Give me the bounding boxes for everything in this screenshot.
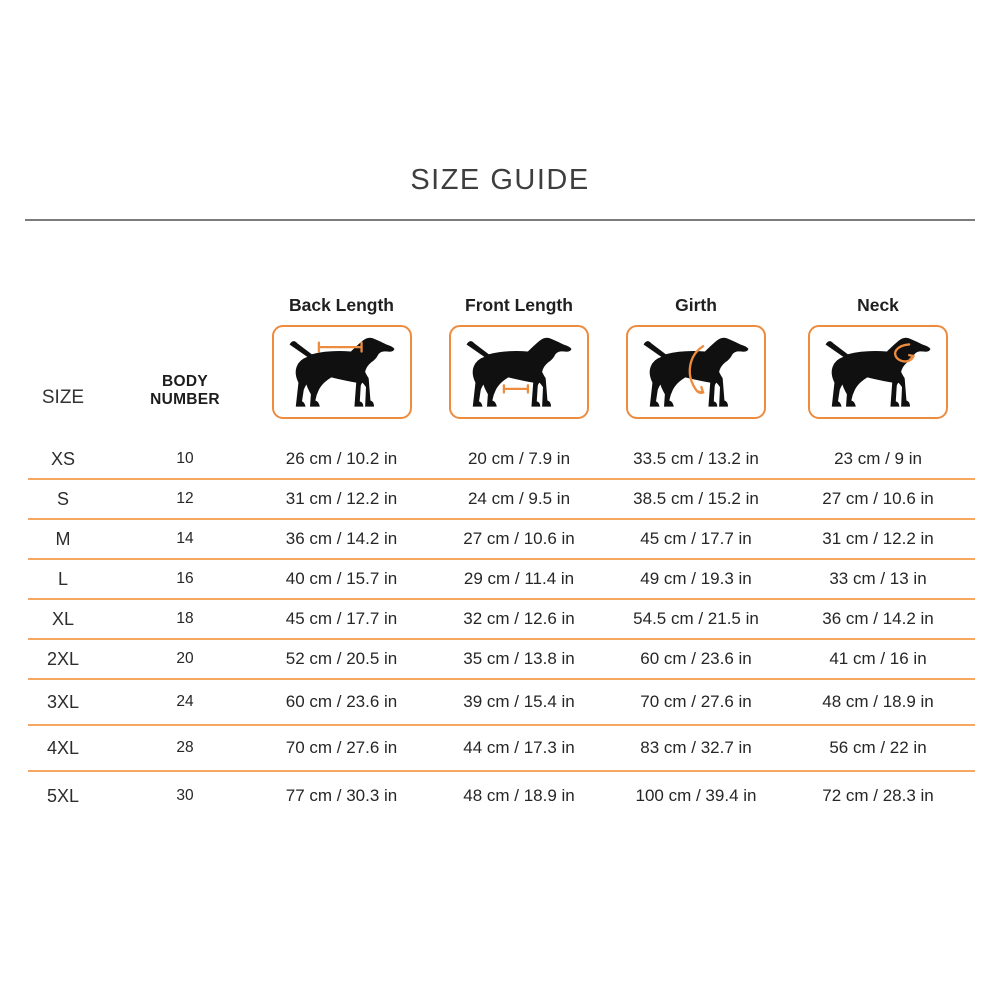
table-row bbox=[0, 639, 1000, 679]
back-length-cell: 45 cm / 17.7 in bbox=[285, 609, 398, 628]
neck-cell: 23 cm / 9 in bbox=[834, 449, 922, 468]
size-cell: 3XL bbox=[46, 691, 80, 712]
title-divider bbox=[25, 219, 975, 221]
column-header-back-length bbox=[244, 295, 439, 419]
back-length-label: Back Length bbox=[288, 295, 395, 315]
size-cell: 5XL bbox=[46, 785, 80, 806]
back-length-cell: 31 cm / 12.2 in bbox=[285, 489, 398, 508]
neck-cell: 33 cm / 13 in bbox=[829, 569, 927, 588]
size-table bbox=[0, 439, 1000, 821]
back-length-cell: 26 cm / 10.2 in bbox=[285, 449, 398, 468]
dog-girth-icon bbox=[626, 325, 766, 419]
table-row bbox=[0, 479, 1000, 519]
dog-back-length-icon bbox=[272, 325, 412, 419]
table-header bbox=[0, 295, 1000, 419]
size-cell: XS bbox=[50, 448, 75, 469]
table-row bbox=[0, 771, 1000, 821]
size-cell: 4XL bbox=[46, 737, 80, 758]
column-header-neck bbox=[793, 295, 963, 419]
neck-cell: 48 cm / 18.9 in bbox=[822, 692, 934, 711]
front-length-cell: 27 cm / 10.6 in bbox=[463, 529, 575, 548]
front-length-cell: 39 cm / 15.4 in bbox=[463, 692, 575, 711]
size-cell: L bbox=[57, 568, 68, 589]
table-row bbox=[0, 439, 1000, 479]
back-length-cell: 36 cm / 14.2 in bbox=[285, 529, 398, 548]
girth-cell: 45 cm / 17.7 in bbox=[640, 529, 752, 548]
dog-front-length-icon bbox=[449, 325, 589, 419]
front-length-cell: 35 cm / 13.8 in bbox=[463, 649, 575, 668]
size-cell: 2XL bbox=[46, 648, 80, 669]
page-title: SIZE GUIDE bbox=[410, 164, 590, 196]
body-number-column-header: BODY NUMBER bbox=[150, 373, 220, 408]
size-column-header: SIZE bbox=[41, 387, 85, 408]
neck-cell: 72 cm / 28.3 in bbox=[822, 786, 934, 805]
front-length-cell: 32 cm / 12.6 in bbox=[463, 609, 575, 628]
neck-cell: 31 cm / 12.2 in bbox=[822, 529, 934, 548]
size-cell: S bbox=[56, 488, 69, 509]
body-number-cell: 28 bbox=[176, 739, 194, 756]
table-row bbox=[0, 519, 1000, 559]
table-row bbox=[0, 599, 1000, 639]
girth-cell: 38.5 cm / 15.2 in bbox=[633, 489, 759, 508]
front-length-cell: 44 cm / 17.3 in bbox=[463, 738, 575, 757]
size-cell: M bbox=[55, 528, 71, 549]
body-number-cell: 24 bbox=[176, 693, 194, 710]
girth-cell: 100 cm / 39.4 in bbox=[635, 786, 757, 805]
body-number-cell: 14 bbox=[176, 530, 194, 547]
back-length-cell: 52 cm / 20.5 in bbox=[285, 649, 398, 668]
girth-cell: 83 cm / 32.7 in bbox=[640, 738, 752, 757]
front-length-cell: 20 cm / 7.9 in bbox=[467, 449, 571, 468]
neck-cell: 41 cm / 16 in bbox=[829, 649, 927, 668]
girth-cell: 33.5 cm / 13.2 in bbox=[633, 449, 759, 468]
body-number-cell: 16 bbox=[176, 570, 194, 587]
back-length-cell: 70 cm / 27.6 in bbox=[285, 738, 398, 757]
neck-cell: 56 cm / 22 in bbox=[829, 738, 927, 757]
neck-cell: 36 cm / 14.2 in bbox=[822, 609, 934, 628]
body-number-cell: 18 bbox=[176, 610, 194, 627]
body-number-cell: 30 bbox=[176, 787, 194, 804]
body-number-cell: 12 bbox=[176, 490, 194, 507]
column-header-girth bbox=[599, 295, 793, 419]
back-length-cell: 40 cm / 15.7 in bbox=[285, 569, 398, 588]
girth-cell: 60 cm / 23.6 in bbox=[640, 649, 752, 668]
table-row bbox=[0, 679, 1000, 725]
dog-neck-icon bbox=[808, 325, 948, 419]
back-length-cell: 60 cm / 23.6 in bbox=[285, 692, 398, 711]
neck-label: Neck bbox=[857, 295, 899, 315]
girth-label: Girth bbox=[675, 295, 717, 315]
front-length-cell: 48 cm / 18.9 in bbox=[463, 786, 575, 805]
girth-cell: 49 cm / 19.3 in bbox=[640, 569, 752, 588]
front-length-cell: 29 cm / 11.4 in bbox=[463, 569, 575, 588]
table-row bbox=[0, 559, 1000, 599]
girth-cell: 54.5 cm / 21.5 in bbox=[633, 609, 759, 628]
table-row bbox=[0, 725, 1000, 771]
body-number-cell: 10 bbox=[176, 450, 194, 467]
body-number-cell: 20 bbox=[176, 650, 194, 667]
neck-cell: 27 cm / 10.6 in bbox=[822, 489, 934, 508]
front-length-cell: 24 cm / 9.5 in bbox=[467, 489, 571, 508]
girth-cell: 70 cm / 27.6 in bbox=[640, 692, 752, 711]
front-length-label: Front Length bbox=[465, 295, 573, 315]
size-cell: XL bbox=[51, 608, 75, 629]
column-header-front-length bbox=[439, 295, 599, 419]
back-length-cell: 77 cm / 30.3 in bbox=[285, 786, 398, 805]
